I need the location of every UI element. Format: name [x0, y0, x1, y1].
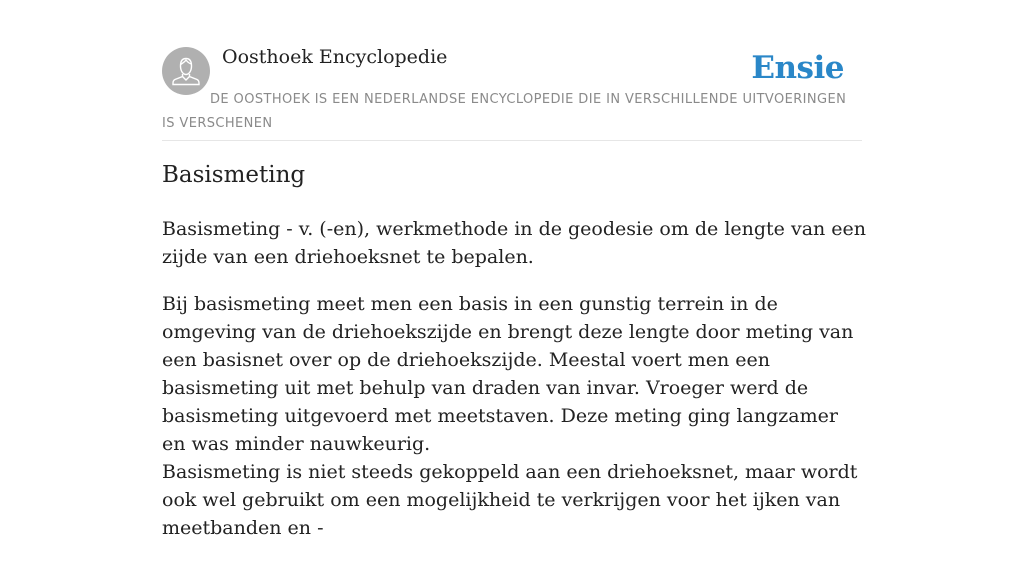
source-header	[162, 44, 862, 141]
source-name[interactable]: Oosthoek Encyclopedie	[222, 46, 448, 68]
brand-logo[interactable]: Ensie	[751, 50, 844, 86]
article-paragraph: Bij basismeting meet men een basis in een gunstig terrein in de omgeving van de driehoekszijde en brengt deze lengte door meting van een basisnet over op de driehoekszijde. Meestal voert men een basismeting uit met behulp van draden van invar. Vroeger werd de basismeting uitgevoerd met meetstaven. Deze meting ging langzamer en was minder nauwkeurig.	[162, 293, 854, 455]
article-paragraph-definition: Basismeting - v. (-en), werkmethode in de geodesie om de lengte van een zijde van een driehoeksnet te bepalen.	[162, 218, 867, 268]
article-title: Basismeting	[162, 162, 306, 188]
article-body	[162, 215, 867, 561]
article-paragraph: Basismeting is niet steeds gekoppeld aan een driehoeksnet, maar wordt ook wel gebruikt om een mogelijkheid te verkrijgen voor het ijken van meetbanden en -	[162, 461, 858, 539]
source-description: DE OOSTHOEK IS EEN NEDERLANDSE ENCYCLOPEDIE DIE IN VERSCHILLENDE UITVOERINGEN IS VERSCHENEN	[162, 92, 847, 131]
